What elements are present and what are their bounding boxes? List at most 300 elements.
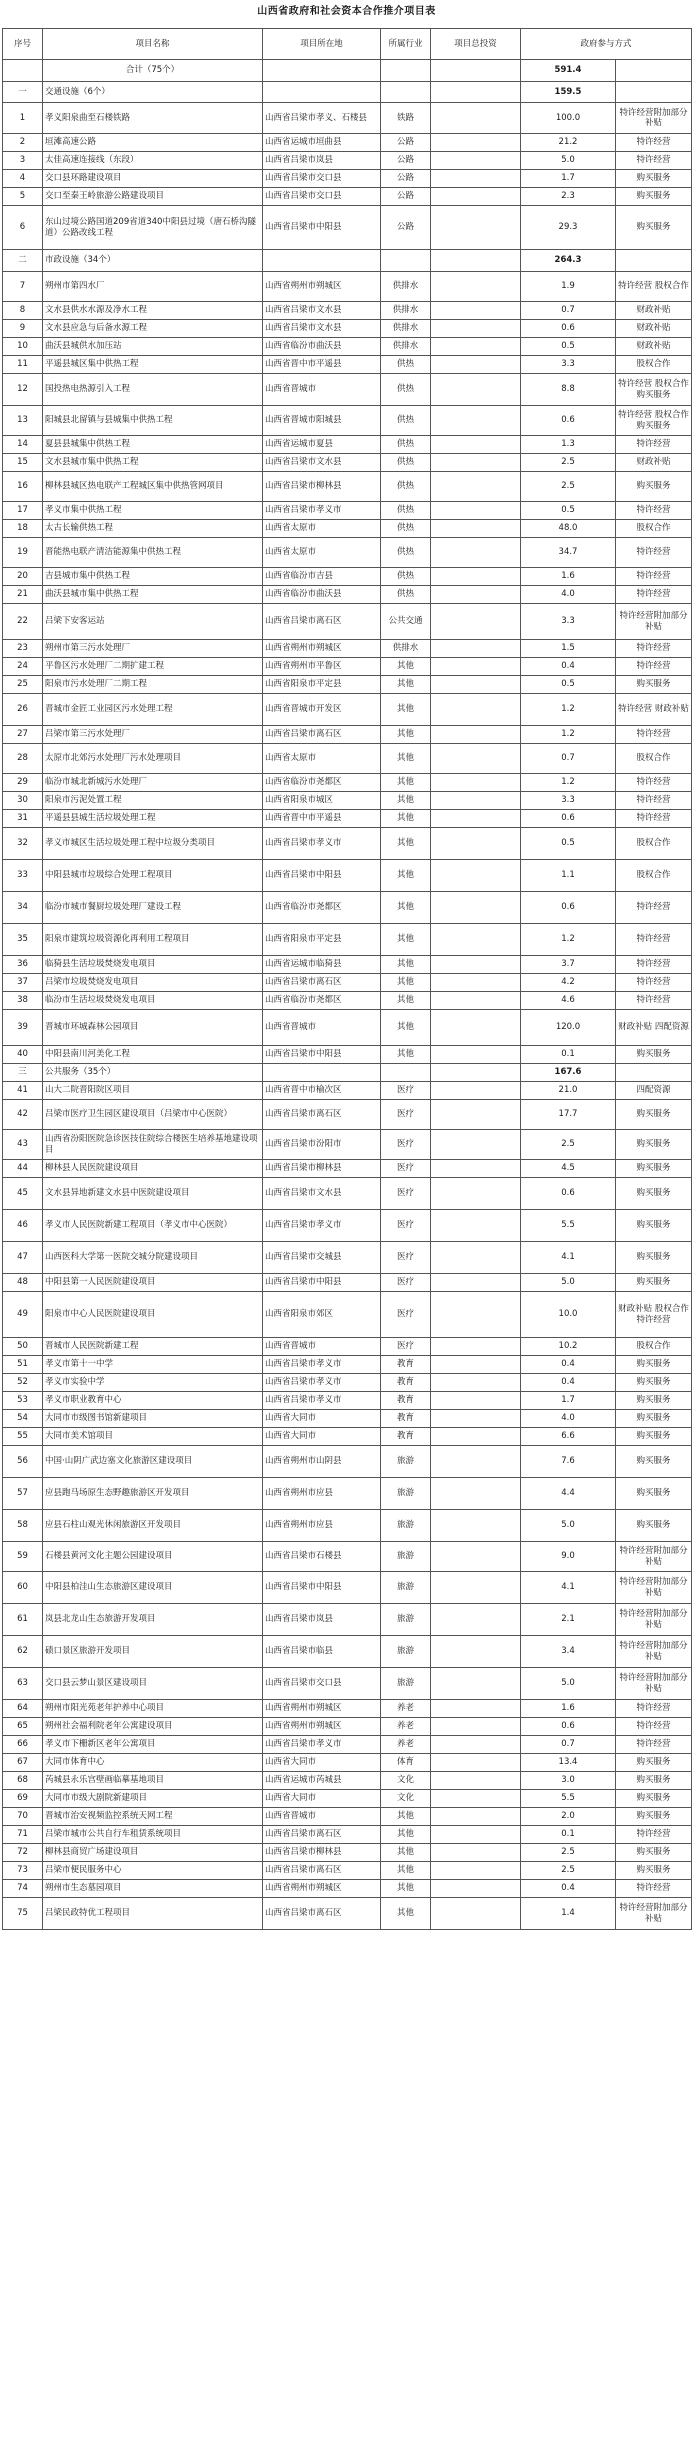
empty-cell — [431, 302, 521, 320]
project-name: 晋城市治安视频监控系统天网工程 — [43, 1808, 263, 1826]
row-number: 17 — [3, 502, 43, 520]
empty-cell — [431, 744, 521, 774]
table-row — [3, 1046, 692, 1064]
government-participation: 特许经营 — [616, 892, 692, 924]
government-participation: 财政补贴 股权合作 特许经营 — [616, 1292, 692, 1338]
project-name: 文水县供水水源及净水工程 — [43, 302, 263, 320]
header-industry: 所属行业 — [381, 29, 431, 60]
project-investment: 0.1 — [521, 1826, 616, 1844]
table-row — [3, 1898, 692, 1930]
table-row — [3, 1210, 692, 1242]
project-location: 山西省吕梁市中阳县 — [263, 860, 381, 892]
project-investment: 0.5 — [521, 338, 616, 356]
project-investment: 1.6 — [521, 1700, 616, 1718]
table-row — [3, 302, 692, 320]
row-number: 53 — [3, 1392, 43, 1410]
table-row — [3, 726, 692, 744]
government-participation: 购买服务 — [616, 472, 692, 502]
project-name: 太原市北郊污水处理厂污水处理项目 — [43, 744, 263, 774]
project-location: 山西省吕梁市文水县 — [263, 454, 381, 472]
project-location: 山西省吕梁市交口县 — [263, 188, 381, 206]
table-row — [3, 1668, 692, 1700]
row-number: 50 — [3, 1338, 43, 1356]
project-industry: 教育 — [381, 1428, 431, 1446]
project-name: 柳林县人民医院建设项目 — [43, 1160, 263, 1178]
project-location: 山西省晋中市平遥县 — [263, 810, 381, 828]
empty-cell — [431, 694, 521, 726]
government-participation: 购买服务 — [616, 1392, 692, 1410]
project-location: 山西省吕梁市孝义市 — [263, 1374, 381, 1392]
project-industry: 养老 — [381, 1736, 431, 1754]
government-participation: 购买服务 — [616, 1046, 692, 1064]
project-investment: 2.5 — [521, 454, 616, 472]
table-row — [3, 974, 692, 992]
project-investment: 48.0 — [521, 520, 616, 538]
table-row — [3, 1356, 692, 1374]
table-row — [3, 1082, 692, 1100]
project-industry: 其他 — [381, 1808, 431, 1826]
government-participation: 股权合作 — [616, 1338, 692, 1356]
section-row — [3, 82, 692, 103]
project-location: 山西省临汾市曲沃县 — [263, 338, 381, 356]
project-name: 朔州市第三污水处理厂 — [43, 640, 263, 658]
project-industry: 医疗 — [381, 1210, 431, 1242]
government-participation: 购买服务 — [616, 188, 692, 206]
project-name: 吕梁市垃圾焚烧发电项目 — [43, 974, 263, 992]
empty-cell — [431, 1274, 521, 1292]
project-investment: 3.4 — [521, 1636, 616, 1668]
empty-cell — [431, 1718, 521, 1736]
project-name: 大同市美术馆项目 — [43, 1428, 263, 1446]
table-row — [3, 436, 692, 454]
empty-cell — [431, 1446, 521, 1478]
government-participation: 特许经营 — [616, 640, 692, 658]
project-investment: 0.7 — [521, 744, 616, 774]
table-row — [3, 520, 692, 538]
project-location: 山西省大同市 — [263, 1410, 381, 1428]
row-number: 62 — [3, 1636, 43, 1668]
government-participation: 特许经营 财政补贴 — [616, 694, 692, 726]
row-number: 30 — [3, 792, 43, 810]
project-name: 吕梁下安客运站 — [43, 604, 263, 640]
total-loc-cell — [263, 60, 381, 82]
government-participation: 四配资源 — [616, 1082, 692, 1100]
empty-cell — [431, 1826, 521, 1844]
project-industry: 供热 — [381, 406, 431, 436]
project-location: 山西省吕梁市离石区 — [263, 1826, 381, 1844]
table-row — [3, 406, 692, 436]
project-location: 山西省吕梁市中阳县 — [263, 1572, 381, 1604]
project-name: 山西省汾阳医院急诊医技住院综合楼医生培养基地建设项目 — [43, 1130, 263, 1160]
row-number: 22 — [3, 604, 43, 640]
project-investment: 8.8 — [521, 374, 616, 406]
project-name: 吕梁市便民服务中心 — [43, 1862, 263, 1880]
government-participation: 购买服务 — [616, 1478, 692, 1510]
section-name: 市政设施（34个） — [43, 250, 263, 272]
table-row — [3, 1604, 692, 1636]
project-investment: 10.2 — [521, 1338, 616, 1356]
project-location: 山西省吕梁市柳林县 — [263, 472, 381, 502]
table-row — [3, 1160, 692, 1178]
government-participation: 购买服务 — [616, 1510, 692, 1542]
row-number: 49 — [3, 1292, 43, 1338]
project-industry: 文化 — [381, 1772, 431, 1790]
project-location: 山西省吕梁市孝义市 — [263, 502, 381, 520]
row-number: 74 — [3, 1880, 43, 1898]
empty-cell — [431, 604, 521, 640]
project-industry: 医疗 — [381, 1082, 431, 1100]
row-number: 19 — [3, 538, 43, 568]
government-participation: 购买服务 — [616, 1808, 692, 1826]
empty-cell — [431, 1242, 521, 1274]
empty-cell — [431, 828, 521, 860]
row-number: 29 — [3, 774, 43, 792]
row-number: 43 — [3, 1130, 43, 1160]
table-row — [3, 538, 692, 568]
empty-cell — [431, 1130, 521, 1160]
empty-cell — [431, 1338, 521, 1356]
project-industry: 其他 — [381, 774, 431, 792]
project-investment: 1.2 — [521, 694, 616, 726]
government-participation: 特许经营 — [616, 134, 692, 152]
project-name: 大同市市级大剧院新建项目 — [43, 1790, 263, 1808]
header-investment: 项目总投资 — [431, 29, 521, 60]
project-investment: 2.3 — [521, 188, 616, 206]
project-industry: 文化 — [381, 1790, 431, 1808]
empty-cell — [431, 568, 521, 586]
table-row — [3, 1392, 692, 1410]
project-name: 文水县应急与后备水源工程 — [43, 320, 263, 338]
table-row — [3, 1242, 692, 1274]
project-investment: 3.3 — [521, 604, 616, 640]
section-name: 交通设施（6个） — [43, 82, 263, 103]
row-number: 31 — [3, 810, 43, 828]
row-number: 23 — [3, 640, 43, 658]
project-industry: 其他 — [381, 658, 431, 676]
project-location: 山西省运城市临猗县 — [263, 956, 381, 974]
government-participation: 购买服务 — [616, 1754, 692, 1772]
project-name: 孝义阳泉曲至石楼铁路 — [43, 103, 263, 134]
project-investment: 0.5 — [521, 676, 616, 694]
row-number: 12 — [3, 374, 43, 406]
project-investment: 4.1 — [521, 1572, 616, 1604]
table-row — [3, 860, 692, 892]
project-location: 山西省吕梁市孝义、石楼县 — [263, 103, 381, 134]
project-industry: 旅游 — [381, 1572, 431, 1604]
header-no: 序号 — [3, 29, 43, 60]
project-investment: 0.6 — [521, 1178, 616, 1210]
row-number: 56 — [3, 1446, 43, 1478]
government-participation: 特许经营 — [616, 586, 692, 604]
empty-cell — [431, 1790, 521, 1808]
project-industry: 供热 — [381, 586, 431, 604]
government-participation: 股权合作 — [616, 356, 692, 374]
project-investment: 4.1 — [521, 1242, 616, 1274]
table-row — [3, 338, 692, 356]
project-name: 孝义市集中供热工程 — [43, 502, 263, 520]
government-participation: 特许经营 股权合作 购买服务 — [616, 406, 692, 436]
project-industry: 旅游 — [381, 1636, 431, 1668]
table-row — [3, 502, 692, 520]
project-industry: 供热 — [381, 454, 431, 472]
project-location: 山西省吕梁市石楼县 — [263, 1542, 381, 1572]
project-investment: 1.6 — [521, 568, 616, 586]
project-industry: 医疗 — [381, 1130, 431, 1160]
project-investment: 0.6 — [521, 406, 616, 436]
project-name: 吕梁民政特优工程项目 — [43, 1898, 263, 1930]
row-number: 45 — [3, 1178, 43, 1210]
empty-cell — [431, 1064, 521, 1082]
empty-cell — [431, 1160, 521, 1178]
table-row — [3, 1772, 692, 1790]
project-industry: 铁路 — [381, 103, 431, 134]
project-industry: 供热 — [381, 502, 431, 520]
project-name: 曲沃县城市集中供热工程 — [43, 586, 263, 604]
project-industry: 其他 — [381, 828, 431, 860]
government-participation: 购买服务 — [616, 1130, 692, 1160]
project-investment: 0.6 — [521, 1718, 616, 1736]
project-location: 山西省朔州市山阴县 — [263, 1446, 381, 1478]
section-name: 公共服务（35个） — [43, 1064, 263, 1082]
table-row — [3, 586, 692, 604]
table-row — [3, 1862, 692, 1880]
project-investment: 4.2 — [521, 974, 616, 992]
project-location: 山西省吕梁市离石区 — [263, 1100, 381, 1130]
row-number: 36 — [3, 956, 43, 974]
empty-cell — [431, 502, 521, 520]
project-investment: 5.5 — [521, 1210, 616, 1242]
empty-cell — [431, 1410, 521, 1428]
empty-cell — [431, 188, 521, 206]
project-industry: 其他 — [381, 694, 431, 726]
project-location: 山西省朔州市朔城区 — [263, 1718, 381, 1736]
table-row — [3, 956, 692, 974]
empty-cell — [431, 338, 521, 356]
table-row — [3, 1338, 692, 1356]
project-location: 山西省朔州市应县 — [263, 1478, 381, 1510]
project-industry: 医疗 — [381, 1242, 431, 1274]
government-participation: 特许经营 — [616, 956, 692, 974]
project-investment: 3.3 — [521, 356, 616, 374]
empty-cell — [431, 374, 521, 406]
project-industry: 旅游 — [381, 1668, 431, 1700]
project-industry: 医疗 — [381, 1160, 431, 1178]
government-participation: 特许经营 股权合作 — [616, 272, 692, 302]
table-row — [3, 828, 692, 860]
project-location: 山西省朔州市朔城区 — [263, 1880, 381, 1898]
project-name: 孝义市下栅新区老年公寓项目 — [43, 1736, 263, 1754]
government-participation: 股权合作 — [616, 744, 692, 774]
project-name: 朔州市生态墓园项目 — [43, 1880, 263, 1898]
total-gap-cell — [431, 60, 521, 82]
empty-cell — [431, 1428, 521, 1446]
table-row — [3, 1826, 692, 1844]
project-location: 山西省太原市 — [263, 538, 381, 568]
project-location: 山西省朔州市朔城区 — [263, 272, 381, 302]
project-industry: 其他 — [381, 974, 431, 992]
row-number: 5 — [3, 188, 43, 206]
empty-cell — [431, 586, 521, 604]
empty-cell — [431, 810, 521, 828]
row-number: 1 — [3, 103, 43, 134]
project-location: 山西省临汾市尧都区 — [263, 774, 381, 792]
table-row — [3, 1572, 692, 1604]
section-investment: 167.6 — [521, 1064, 616, 1082]
project-location: 山西省吕梁市中阳县 — [263, 1046, 381, 1064]
project-location: 山西省阳泉市郊区 — [263, 1292, 381, 1338]
table-row — [3, 1292, 692, 1338]
government-participation: 特许经营 — [616, 502, 692, 520]
project-industry: 其他 — [381, 956, 431, 974]
empty-cell — [381, 82, 431, 103]
table-row — [3, 892, 692, 924]
table-row — [3, 774, 692, 792]
table-row — [3, 1844, 692, 1862]
project-location: 山西省朔州市朔城区 — [263, 640, 381, 658]
project-name: 阳泉市中心人民医院建设项目 — [43, 1292, 263, 1338]
row-number: 63 — [3, 1668, 43, 1700]
table-row — [3, 103, 692, 134]
project-name: 芮城县永乐宫壁画临摹基地项目 — [43, 1772, 263, 1790]
project-industry: 供排水 — [381, 338, 431, 356]
project-name: 临猗县生活垃圾焚烧发电项目 — [43, 956, 263, 974]
project-location: 山西省吕梁市离石区 — [263, 604, 381, 640]
project-location: 山西省运城市垣曲县 — [263, 134, 381, 152]
government-participation: 购买服务 — [616, 1210, 692, 1242]
project-investment: 4.5 — [521, 1160, 616, 1178]
government-participation: 购买服务 — [616, 1844, 692, 1862]
project-location: 山西省朔州市朔城区 — [263, 1700, 381, 1718]
project-location: 山西省朔州市平鲁区 — [263, 658, 381, 676]
header-name: 项目名称 — [43, 29, 263, 60]
empty-cell — [431, 1478, 521, 1510]
project-investment: 21.0 — [521, 1082, 616, 1100]
project-name: 文水县城市集中供热工程 — [43, 454, 263, 472]
table-row — [3, 992, 692, 1010]
project-investment: 0.4 — [521, 1356, 616, 1374]
government-participation: 购买服务 — [616, 1160, 692, 1178]
section-row — [3, 1064, 692, 1082]
government-participation: 购买服务 — [616, 1772, 692, 1790]
project-location: 山西省吕梁市中阳县 — [263, 1274, 381, 1292]
project-location: 山西省晋城市 — [263, 1010, 381, 1046]
empty-cell — [431, 134, 521, 152]
government-participation: 购买服务 — [616, 170, 692, 188]
project-name: 平遥县城区集中供热工程 — [43, 356, 263, 374]
row-number: 57 — [3, 1478, 43, 1510]
project-industry: 其他 — [381, 810, 431, 828]
project-name: 应县石柱山观光休闲旅游区开发项目 — [43, 1510, 263, 1542]
project-name: 石楼县黄河文化主题公园建设项目 — [43, 1542, 263, 1572]
project-table — [2, 28, 692, 1930]
project-industry: 供热 — [381, 374, 431, 406]
project-investment: 6.6 — [521, 1428, 616, 1446]
empty-cell — [431, 1862, 521, 1880]
row-number: 54 — [3, 1410, 43, 1428]
table-row — [3, 356, 692, 374]
row-number: 58 — [3, 1510, 43, 1542]
project-location: 山西省太原市 — [263, 744, 381, 774]
project-industry: 其他 — [381, 726, 431, 744]
empty-cell — [431, 1292, 521, 1338]
project-name: 太佳高速连接线（东段） — [43, 152, 263, 170]
empty-cell — [431, 1668, 521, 1700]
project-industry: 其他 — [381, 1046, 431, 1064]
empty-cell — [431, 1700, 521, 1718]
row-number: 48 — [3, 1274, 43, 1292]
total-mode-cell — [616, 60, 692, 82]
row-number: 13 — [3, 406, 43, 436]
empty-cell — [431, 356, 521, 374]
empty-cell — [431, 250, 521, 272]
project-location: 山西省吕梁市汾阳市 — [263, 1130, 381, 1160]
empty-cell — [431, 1736, 521, 1754]
table-row — [3, 152, 692, 170]
project-industry: 公共交通 — [381, 604, 431, 640]
project-name: 大同市市级图书馆新建项目 — [43, 1410, 263, 1428]
row-number: 59 — [3, 1542, 43, 1572]
project-industry: 旅游 — [381, 1542, 431, 1572]
project-name: 太古长输供热工程 — [43, 520, 263, 538]
row-number: 4 — [3, 170, 43, 188]
empty-cell — [431, 436, 521, 454]
empty-cell — [431, 956, 521, 974]
project-investment: 4.6 — [521, 992, 616, 1010]
row-number: 51 — [3, 1356, 43, 1374]
table-body — [3, 60, 692, 1930]
empty-cell — [431, 892, 521, 924]
project-name: 文水县异地新建文水县中医院建设项目 — [43, 1178, 263, 1210]
project-location: 山西省运城市夏县 — [263, 436, 381, 454]
government-participation: 财政补贴 四配资源 — [616, 1010, 692, 1046]
government-participation: 特许经营 — [616, 924, 692, 956]
project-name: 朔州市第四水厂 — [43, 272, 263, 302]
project-investment: 9.0 — [521, 1542, 616, 1572]
project-industry: 公路 — [381, 134, 431, 152]
project-name: 吕梁市第三污水处理厂 — [43, 726, 263, 744]
project-industry: 供热 — [381, 356, 431, 374]
row-number: 26 — [3, 694, 43, 726]
table-row — [3, 792, 692, 810]
government-participation: 购买服务 — [616, 1446, 692, 1478]
project-industry: 旅游 — [381, 1446, 431, 1478]
empty-cell — [431, 82, 521, 103]
project-location: 山西省吕梁市临县 — [263, 1636, 381, 1668]
empty-cell — [263, 1064, 381, 1082]
project-name: 孝义市城区生活垃圾处理工程中垃圾分类项目 — [43, 828, 263, 860]
project-name: 阳城县北留镇与县城集中供热工程 — [43, 406, 263, 436]
table-row — [3, 1510, 692, 1542]
project-name: 中阳县城市垃圾综合处理工程项目 — [43, 860, 263, 892]
table-row — [3, 744, 692, 774]
project-industry: 供热 — [381, 436, 431, 454]
empty-cell — [431, 1754, 521, 1772]
project-investment: 1.9 — [521, 272, 616, 302]
table-row — [3, 568, 692, 586]
project-location: 山西省吕梁市孝义市 — [263, 1210, 381, 1242]
project-investment: 1.5 — [521, 640, 616, 658]
table-row — [3, 1130, 692, 1160]
project-industry: 教育 — [381, 1392, 431, 1410]
row-number: 65 — [3, 1718, 43, 1736]
empty-cell — [431, 472, 521, 502]
row-number: 15 — [3, 454, 43, 472]
government-participation: 财政补贴 — [616, 320, 692, 338]
project-investment: 2.5 — [521, 1844, 616, 1862]
project-investment: 1.2 — [521, 726, 616, 744]
row-number: 37 — [3, 974, 43, 992]
empty-cell — [431, 1636, 521, 1668]
